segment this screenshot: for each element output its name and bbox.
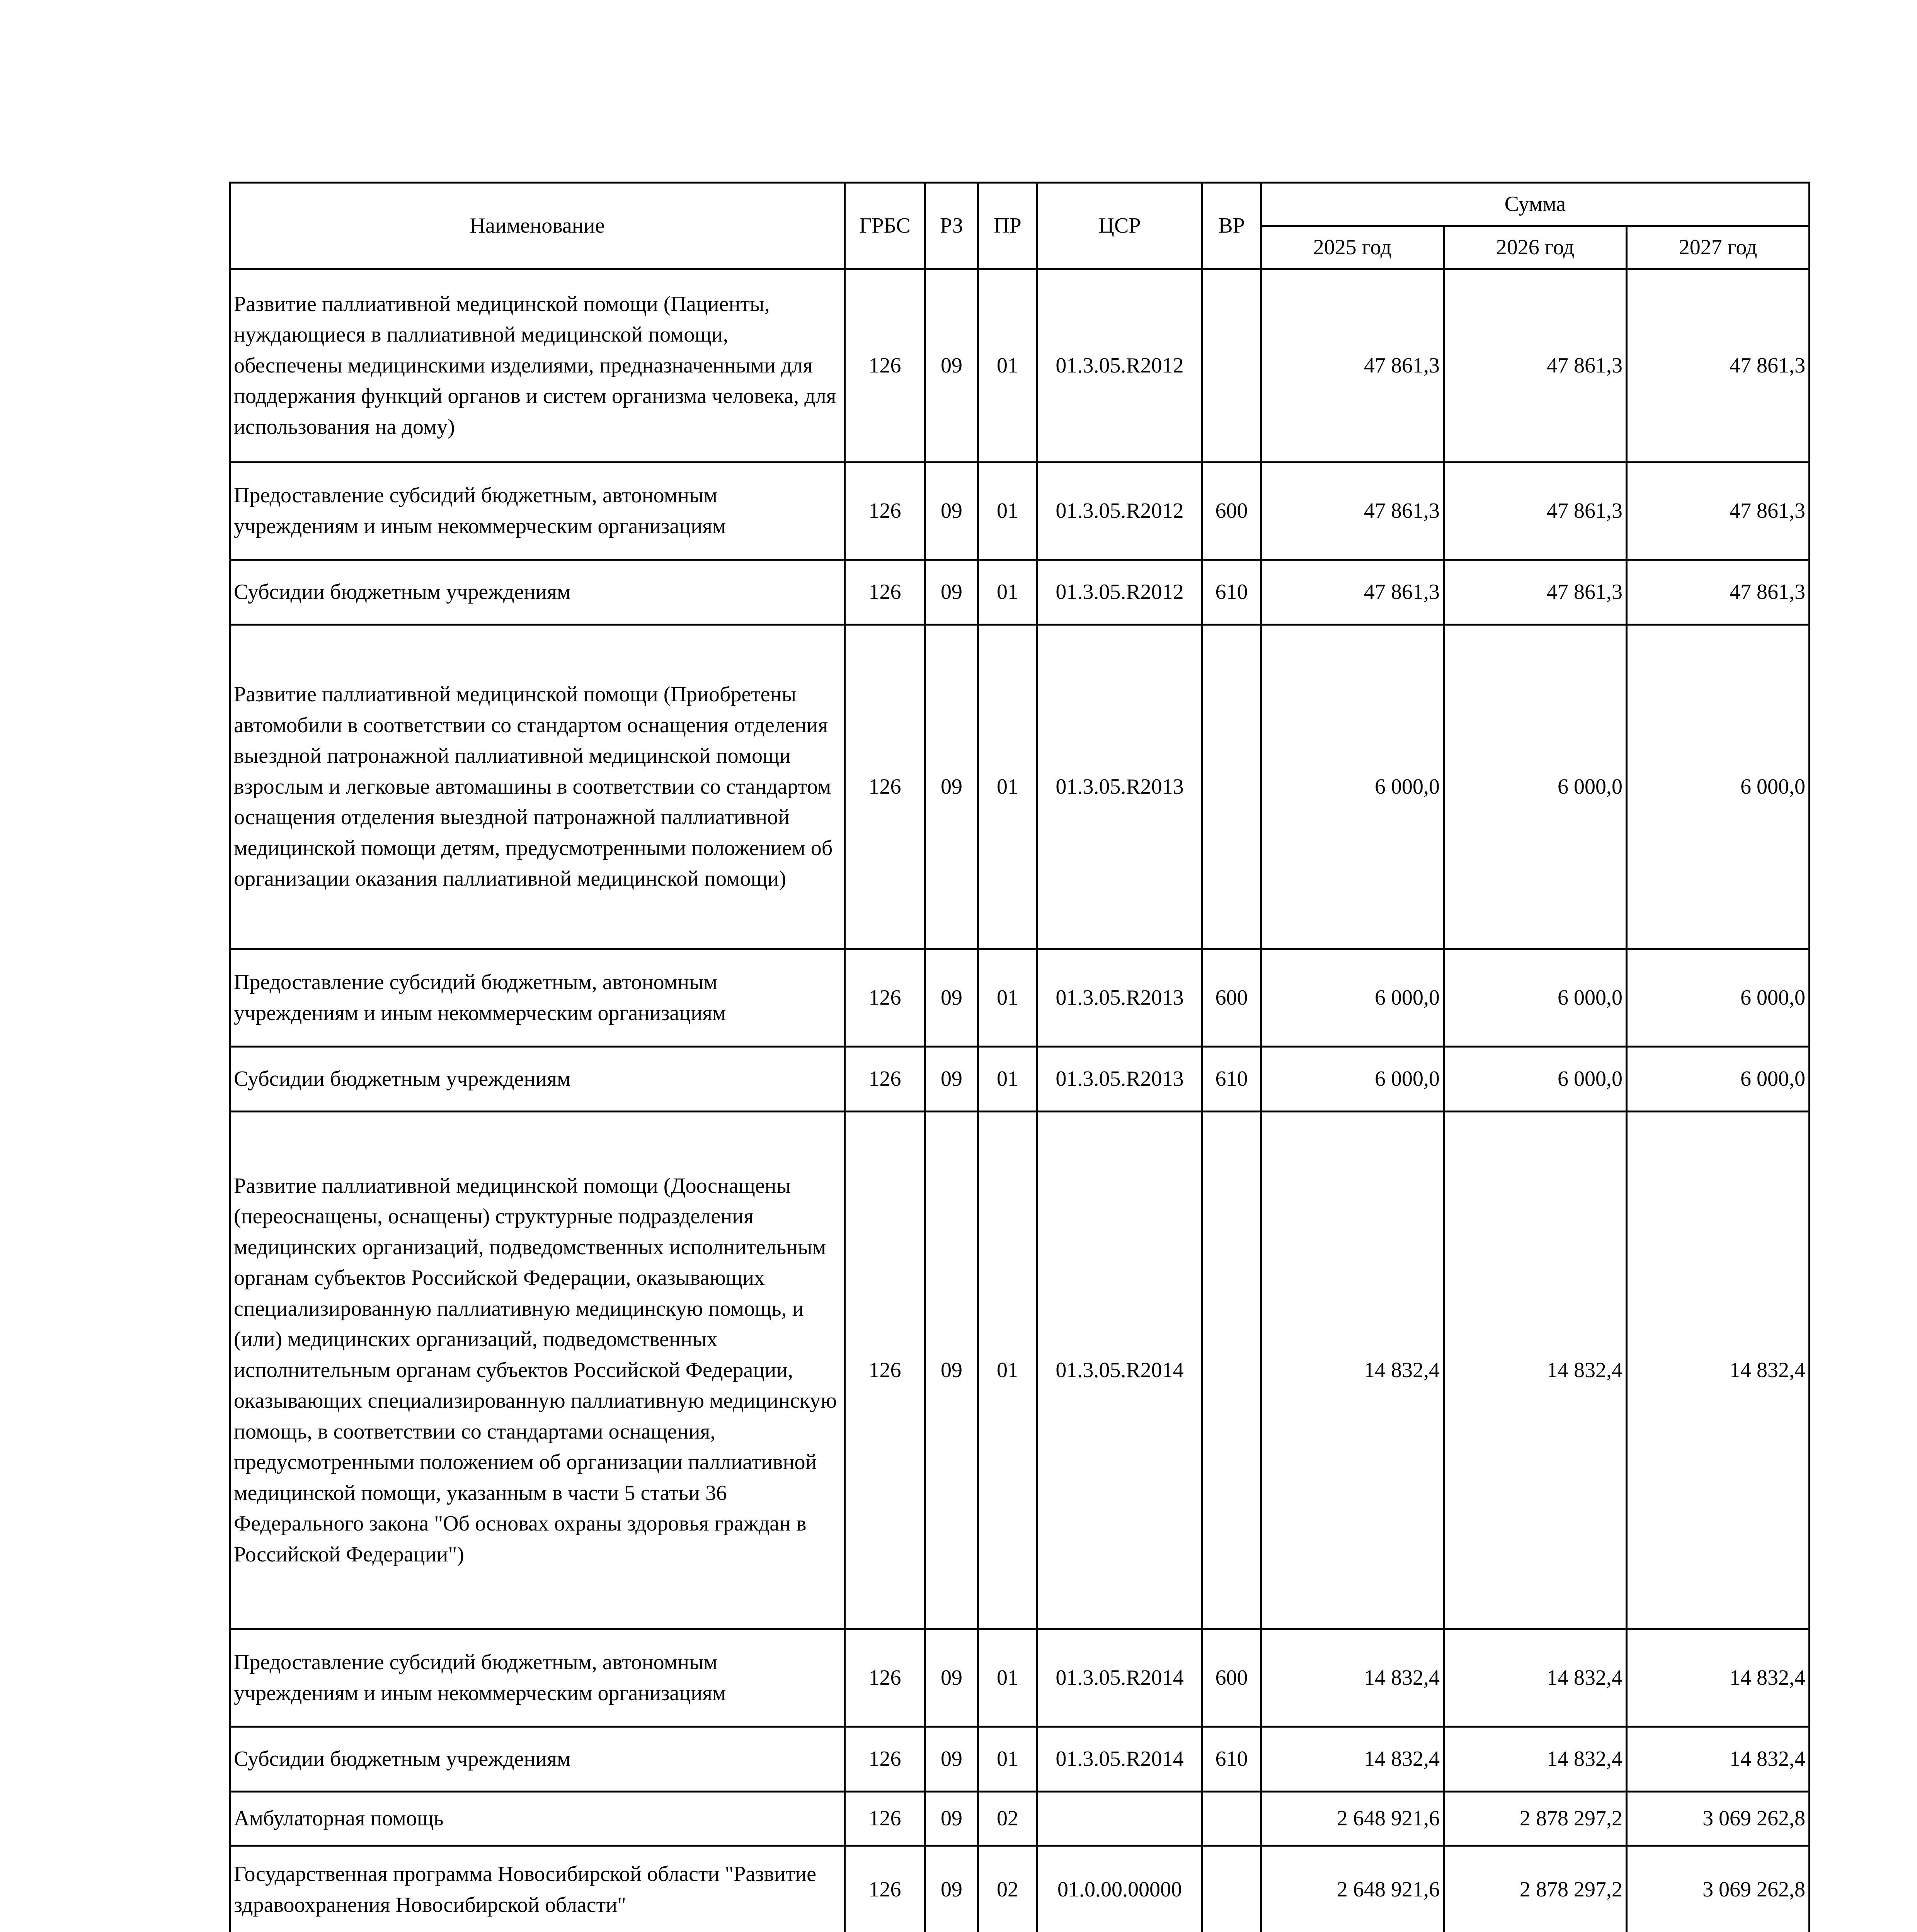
cell-2026: 6 000,0 [1444, 625, 1627, 949]
table-row [230, 1629, 1810, 1727]
cell-2027: 47 861,3 [1627, 269, 1810, 463]
cell-2027: 6 000,0 [1627, 625, 1810, 949]
cell-2025: 14 832,4 [1261, 1112, 1444, 1629]
cell-grbs: 126 [845, 269, 925, 463]
table-row [230, 1846, 1810, 1932]
cell-2026: 14 832,4 [1444, 1629, 1627, 1727]
cell-2026: 6 000,0 [1444, 949, 1627, 1047]
cell-pr: 01 [978, 1629, 1037, 1727]
cell-2026: 14 832,4 [1444, 1727, 1627, 1792]
cell-name: Амбулаторная помощь [230, 1792, 845, 1846]
cell-grbs: 126 [845, 1112, 925, 1629]
header-year-2027: 2027 год [1627, 226, 1810, 269]
cell-2026: 6 000,0 [1444, 1047, 1627, 1112]
cell-pr: 01 [978, 949, 1037, 1047]
cell-name: Субсидии бюджетным учреждениям [230, 1047, 845, 1112]
cell-csr: 01.3.05.R2012 [1037, 269, 1202, 463]
cell-name: Предоставление субсидий бюджетным, автономным учреждениям и иным некоммерческим организациям [230, 949, 845, 1047]
cell-vr [1202, 1792, 1261, 1846]
cell-rz: 09 [925, 1629, 978, 1727]
table-row [230, 1792, 1810, 1846]
cell-2025: 2 648 921,6 [1261, 1846, 1444, 1932]
cell-grbs: 126 [845, 1792, 925, 1846]
cell-2025: 2 648 921,6 [1261, 1792, 1444, 1846]
cell-grbs: 126 [845, 1846, 925, 1932]
header-year-2026: 2026 год [1444, 226, 1627, 269]
cell-grbs: 126 [845, 1727, 925, 1792]
table-row [230, 1047, 1810, 1112]
cell-vr: 600 [1202, 1629, 1261, 1727]
budget-table [229, 182, 1810, 1932]
cell-2027: 14 832,4 [1627, 1112, 1810, 1629]
table-row [230, 269, 1810, 463]
cell-csr [1037, 1792, 1202, 1846]
header-year-2025: 2025 год [1261, 226, 1444, 269]
cell-2025: 47 861,3 [1261, 560, 1444, 625]
cell-rz: 09 [925, 1047, 978, 1112]
cell-pr: 01 [978, 463, 1037, 560]
cell-vr [1202, 1846, 1261, 1932]
header-vr: ВР [1202, 183, 1261, 269]
cell-name: Предоставление субсидий бюджетным, автономным учреждениям и иным некоммерческим организациям [230, 463, 845, 560]
cell-csr: 01.3.05.R2012 [1037, 560, 1202, 625]
header-csr: ЦСР [1037, 183, 1202, 269]
cell-2027: 47 861,3 [1627, 560, 1810, 625]
table-row [230, 560, 1810, 625]
cell-csr: 01.3.05.R2014 [1037, 1112, 1202, 1629]
header-sum: Сумма [1261, 183, 1810, 226]
table-row [230, 625, 1810, 949]
cell-rz: 09 [925, 560, 978, 625]
cell-csr: 01.3.05.R2012 [1037, 463, 1202, 560]
cell-grbs: 126 [845, 1047, 925, 1112]
cell-pr: 02 [978, 1846, 1037, 1932]
cell-2026: 47 861,3 [1444, 560, 1627, 625]
cell-csr: 01.3.05.R2013 [1037, 949, 1202, 1047]
table-row [230, 949, 1810, 1047]
cell-pr: 01 [978, 269, 1037, 463]
cell-2025: 6 000,0 [1261, 625, 1444, 949]
cell-vr: 600 [1202, 463, 1261, 560]
header-grbs: ГРБС [845, 183, 925, 269]
cell-rz: 09 [925, 949, 978, 1047]
cell-2027: 14 832,4 [1627, 1727, 1810, 1792]
cell-grbs: 126 [845, 625, 925, 949]
cell-2026: 47 861,3 [1444, 463, 1627, 560]
header-pr: ПР [978, 183, 1037, 269]
cell-pr: 01 [978, 1047, 1037, 1112]
table-body [230, 269, 1810, 1932]
cell-2027: 6 000,0 [1627, 949, 1810, 1047]
cell-2026: 14 832,4 [1444, 1112, 1627, 1629]
cell-rz: 09 [925, 269, 978, 463]
cell-rz: 09 [925, 463, 978, 560]
header-rz: РЗ [925, 183, 978, 269]
cell-2027: 3 069 262,8 [1627, 1846, 1810, 1932]
cell-grbs: 126 [845, 463, 925, 560]
cell-grbs: 126 [845, 1629, 925, 1727]
cell-pr: 01 [978, 1727, 1037, 1792]
cell-name: Развитие паллиативной медицинской помощи (Приобретены автомобили в соответствии со стандартом оснащения отделения выездной патронажной паллиативной медицинской помощи взрослым и легковые автомашины в соответствии со стандартом оснащения отделения выездной патронажной паллиативной медицинской помощи детям, предусмотренными положением об организации оказания паллиативной медицинской помощи) [230, 625, 845, 949]
cell-rz: 09 [925, 1846, 978, 1932]
cell-csr: 01.3.05.R2014 [1037, 1629, 1202, 1727]
header-name: Наименование [230, 183, 845, 269]
cell-pr: 02 [978, 1792, 1037, 1846]
table-row [230, 463, 1810, 560]
cell-grbs: 126 [845, 560, 925, 625]
cell-csr: 01.0.00.00000 [1037, 1846, 1202, 1932]
cell-vr: 610 [1202, 1727, 1261, 1792]
cell-vr: 610 [1202, 560, 1261, 625]
cell-csr: 01.3.05.R2013 [1037, 1047, 1202, 1112]
cell-2025: 47 861,3 [1261, 463, 1444, 560]
cell-2025: 6 000,0 [1261, 1047, 1444, 1112]
cell-name: Государственная программа Новосибирской области "Развитие здравоохранения Новосибирской области" [230, 1846, 845, 1932]
cell-2027: 14 832,4 [1627, 1629, 1810, 1727]
cell-vr: 610 [1202, 1047, 1261, 1112]
cell-2027: 3 069 262,8 [1627, 1792, 1810, 1846]
cell-rz: 09 [925, 1112, 978, 1629]
cell-pr: 01 [978, 625, 1037, 949]
cell-csr: 01.3.05.R2014 [1037, 1727, 1202, 1792]
cell-2025: 14 832,4 [1261, 1727, 1444, 1792]
cell-2027: 47 861,3 [1627, 463, 1810, 560]
cell-grbs: 126 [845, 949, 925, 1047]
cell-vr [1202, 269, 1261, 463]
cell-2025: 6 000,0 [1261, 949, 1444, 1047]
cell-2026: 2 878 297,2 [1444, 1846, 1627, 1932]
cell-name: Субсидии бюджетным учреждениям [230, 1727, 845, 1792]
cell-2026: 2 878 297,2 [1444, 1792, 1627, 1846]
table-row [230, 1112, 1810, 1629]
cell-2025: 47 861,3 [1261, 269, 1444, 463]
cell-rz: 09 [925, 1792, 978, 1846]
cell-2027: 6 000,0 [1627, 1047, 1810, 1112]
cell-name: Субсидии бюджетным учреждениям [230, 560, 845, 625]
table-row [230, 1727, 1810, 1792]
cell-rz: 09 [925, 1727, 978, 1792]
cell-2026: 47 861,3 [1444, 269, 1627, 463]
cell-name: Предоставление субсидий бюджетным, автономным учреждениям и иным некоммерческим организациям [230, 1629, 845, 1727]
cell-pr: 01 [978, 560, 1037, 625]
cell-name: Развитие паллиативной медицинской помощи (Пациенты, нуждающиеся в паллиативной медицинской помощи, обеспечены медицинскими изделиями, предназначенными для поддержания функций органов и систем организма человека, для использования на дому) [230, 269, 845, 463]
cell-rz: 09 [925, 625, 978, 949]
cell-name: Развитие паллиативной медицинской помощи (Дооснащены (переоснащены, оснащены) структурные подразделения медицинских организаций, подведомственных исполнительным органам субъектов Российской Федерации, оказывающих специализированную паллиативную медицинскую помощь, и (или) медицинских организаций, подведомственных исполнительным органам субъектов Российской Федерации, оказывающих специализированную паллиативную медицинскую помощь, в соответствии со стандартами оснащения, предусмотренными положением об организации паллиативной медицинской помощи, указанным в части 5 статьи 36 Федерального закона "Об основах охраны здоровья граждан в Российской Федерации") [230, 1112, 845, 1629]
cell-vr [1202, 1112, 1261, 1629]
cell-pr: 01 [978, 1112, 1037, 1629]
cell-vr: 600 [1202, 949, 1261, 1047]
cell-vr [1202, 625, 1261, 949]
cell-csr: 01.3.05.R2013 [1037, 625, 1202, 949]
cell-2025: 14 832,4 [1261, 1629, 1444, 1727]
